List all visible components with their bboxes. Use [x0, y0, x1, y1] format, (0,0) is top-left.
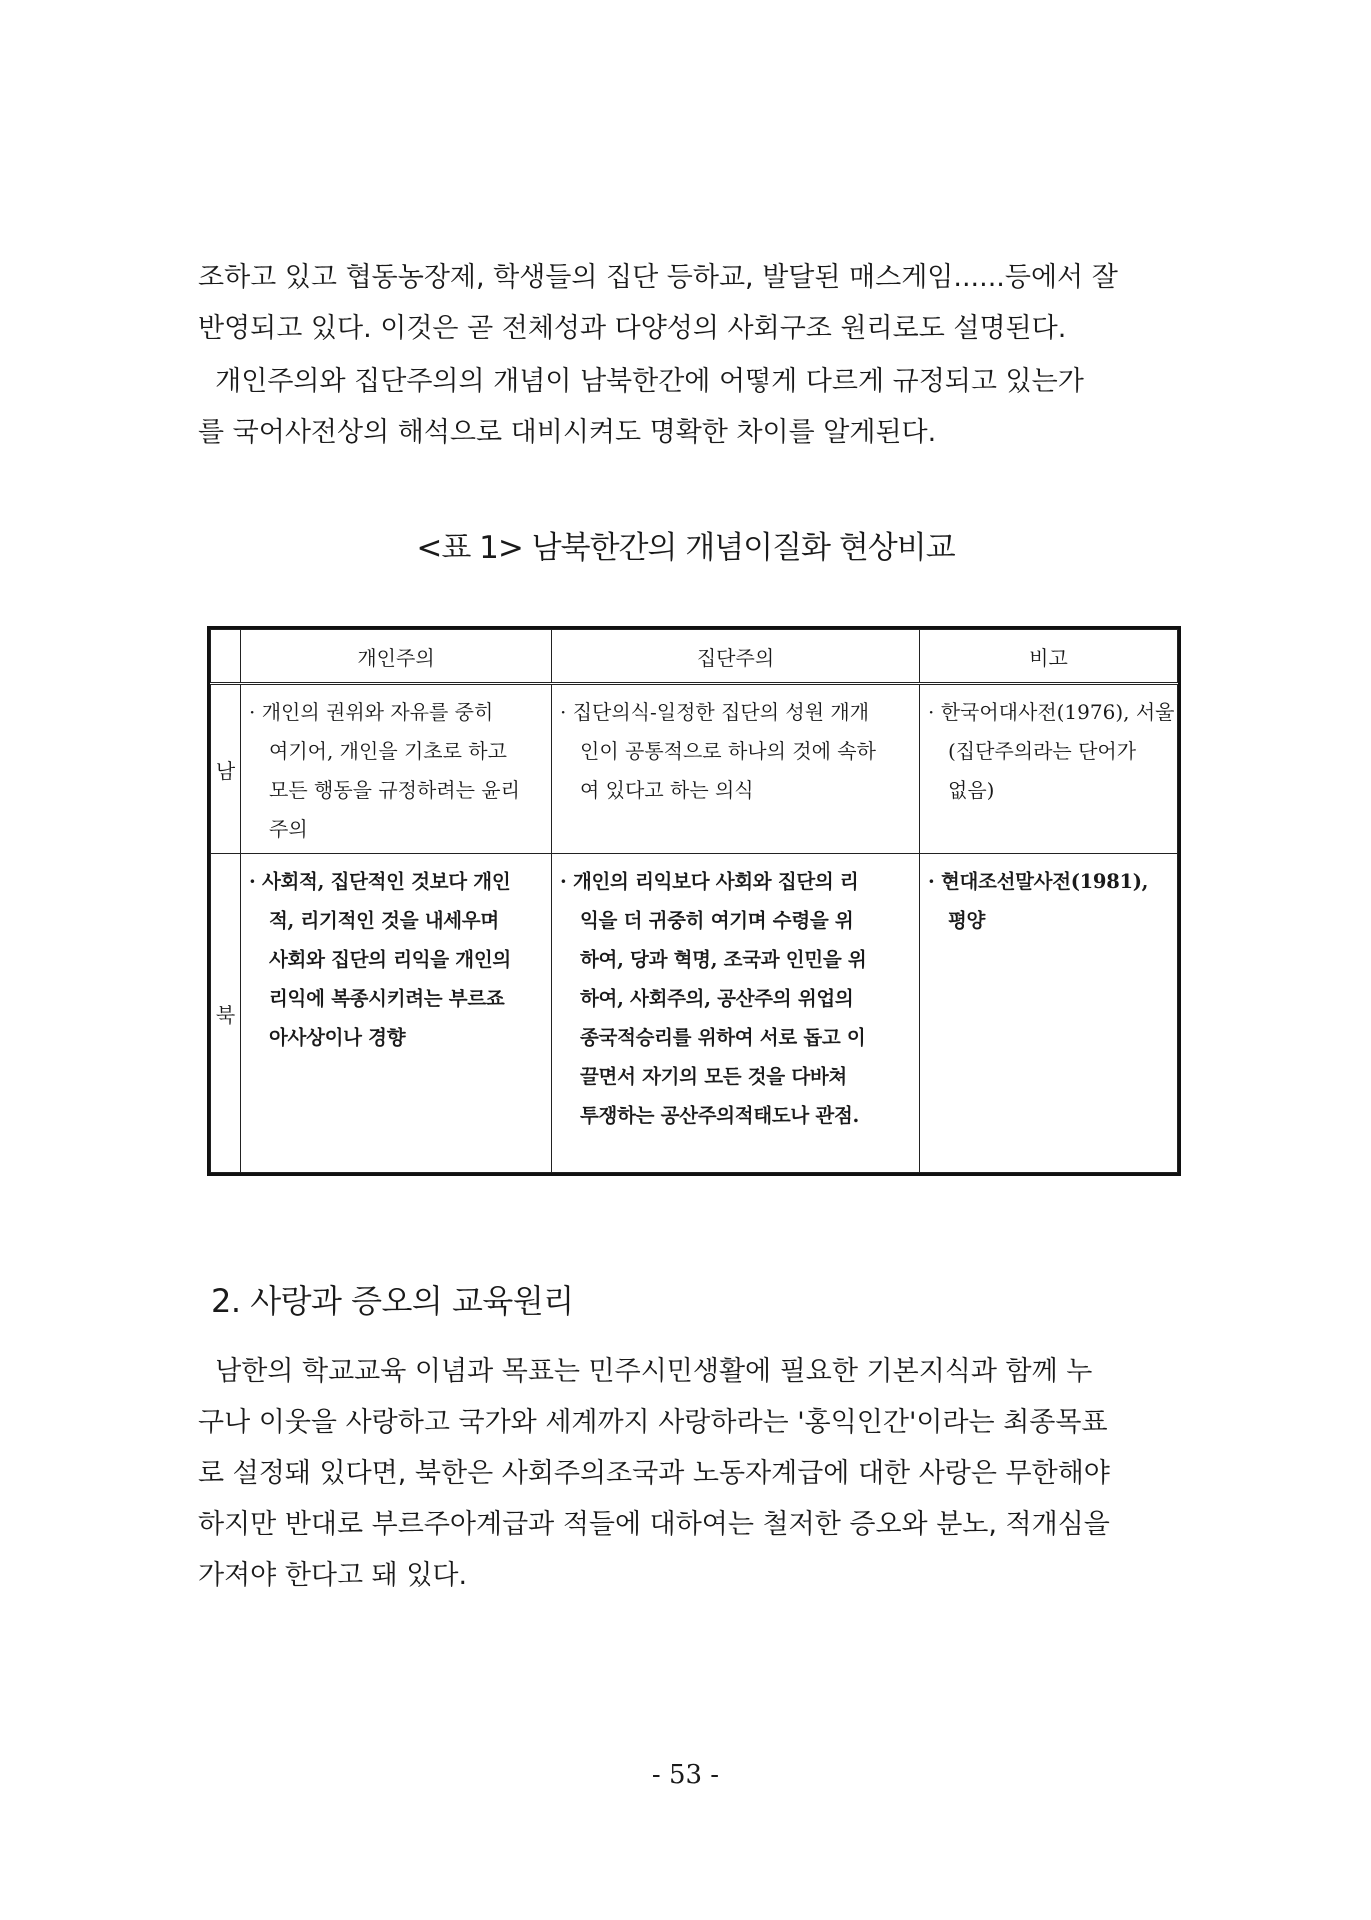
cell-south-individualism: [241, 684, 552, 854]
cell-line: · 개인의 리익보다 사회와 집단의 리: [560, 870, 859, 893]
cell-line: 리익에 복종시키려는 부르죠: [269, 987, 505, 1010]
body-paragraph-1: [198, 252, 1188, 354]
cell-line: · 한국어대사전(1976), 서울: [928, 700, 1175, 724]
table-row-north: [211, 854, 1178, 1173]
cell-line: 주의: [269, 817, 308, 841]
cell-line: · 현대조선말사전(1981),: [928, 870, 1149, 893]
comparison-table: [207, 626, 1181, 1176]
text-line: 조하고 있고 협동농장제, 학생들의 집단 등하교, 발달된 매스게임......등에서 잘: [198, 262, 1118, 293]
cell-north-note: [920, 854, 1178, 1173]
cell-line: 끌면서 자기의 모든 것을 다바쳐: [580, 1065, 847, 1088]
row-label-south: 남: [211, 684, 241, 854]
cell-line: 적, 리기적인 것을 내세우며: [269, 909, 499, 932]
cell-line: 투쟁하는 공산주의적태도나 관점.: [580, 1104, 859, 1127]
cell-line: 종국적승리를 위하여 서로 돕고 이: [580, 1026, 866, 1049]
table-row-south: [211, 684, 1178, 854]
body-paragraph-3: [198, 1346, 1188, 1601]
cell-line: · 사회적, 집단적인 것보다 개인: [249, 870, 511, 893]
cell-line: 여기어, 개인을 기초로 하고: [269, 739, 507, 763]
body-paragraph-2: [198, 356, 1188, 458]
text-line: 하지만 반대로 부르주아계급과 적들에 대하여는 철저한 증오와 분노, 적개심을: [198, 1509, 1110, 1540]
cell-line: 모든 행동을 규정하려는 윤리: [269, 778, 520, 802]
cell-line: 사회와 집단의 리익을 개인의: [269, 948, 511, 971]
table-header-note: 비고: [920, 630, 1178, 684]
table-header-row: [211, 630, 1178, 684]
section-heading: 2. 사랑과 증오의 교육원리: [211, 1282, 574, 1320]
text-line: 반영되고 있다. 이것은 곧 전체성과 다양성의 사회구조 원리로도 설명된다.: [198, 313, 1067, 344]
cell-line: 여 있다고 하는 의식: [580, 778, 754, 802]
cell-line: 인이 공통적으로 하나의 것에 속하: [580, 739, 876, 763]
text-line: 로 설정돼 있다면, 북한은 사회주의조국과 노동자계급에 대한 사랑은 무한해야: [198, 1458, 1110, 1489]
cell-line: 익을 더 귀중히 여기며 수령을 위: [580, 909, 854, 932]
cell-line: 없음): [948, 778, 995, 802]
cell-north-individualism: [241, 854, 552, 1173]
cell-line: 평양: [948, 909, 986, 932]
text-line: 를 국어사전상의 해석으로 대비시켜도 명확한 차이를 알게된다.: [198, 417, 937, 448]
cell-south-collectivism: [552, 684, 920, 854]
table-header-collectivism: 집단주의: [552, 630, 920, 684]
text-line: 가져야 한다고 돼 있다.: [198, 1560, 468, 1591]
page-number: - 53 -: [651, 1760, 720, 1790]
cell-line: · 집단의식-일정한 집단의 성원 개개: [560, 700, 870, 724]
row-label-north: 북: [211, 854, 241, 1173]
cell-line: · 개인의 권위와 자유를 중히: [249, 700, 494, 724]
cell-north-collectivism: [552, 854, 920, 1173]
cell-line: 아사상이나 경향: [269, 1026, 406, 1049]
cell-line: 하여, 당과 혁명, 조국과 인민을 위: [580, 948, 867, 971]
text-line: 개인주의와 집단주의의 개념이 남북한간에 어떻게 다르게 규정되고 있는가: [198, 366, 1084, 397]
cell-south-note: [920, 684, 1178, 854]
table-caption: <표 1> 남북한간의 개념이질화 현상비교: [416, 530, 955, 566]
text-line: 구나 이웃을 사랑하고 국가와 세계까지 사랑하라는 '홍익인간'이라는 최종목표: [198, 1407, 1108, 1438]
table-header-individualism: 개인주의: [241, 630, 552, 684]
table-header-blank: [211, 630, 241, 684]
text-line: 남한의 학교교육 이념과 목표는 민주시민생활에 필요한 기본지식과 함께 누: [198, 1356, 1093, 1387]
cell-line: (집단주의라는 단어가: [948, 739, 1137, 763]
cell-line: 하여, 사회주의, 공산주의 위업의: [580, 987, 854, 1010]
